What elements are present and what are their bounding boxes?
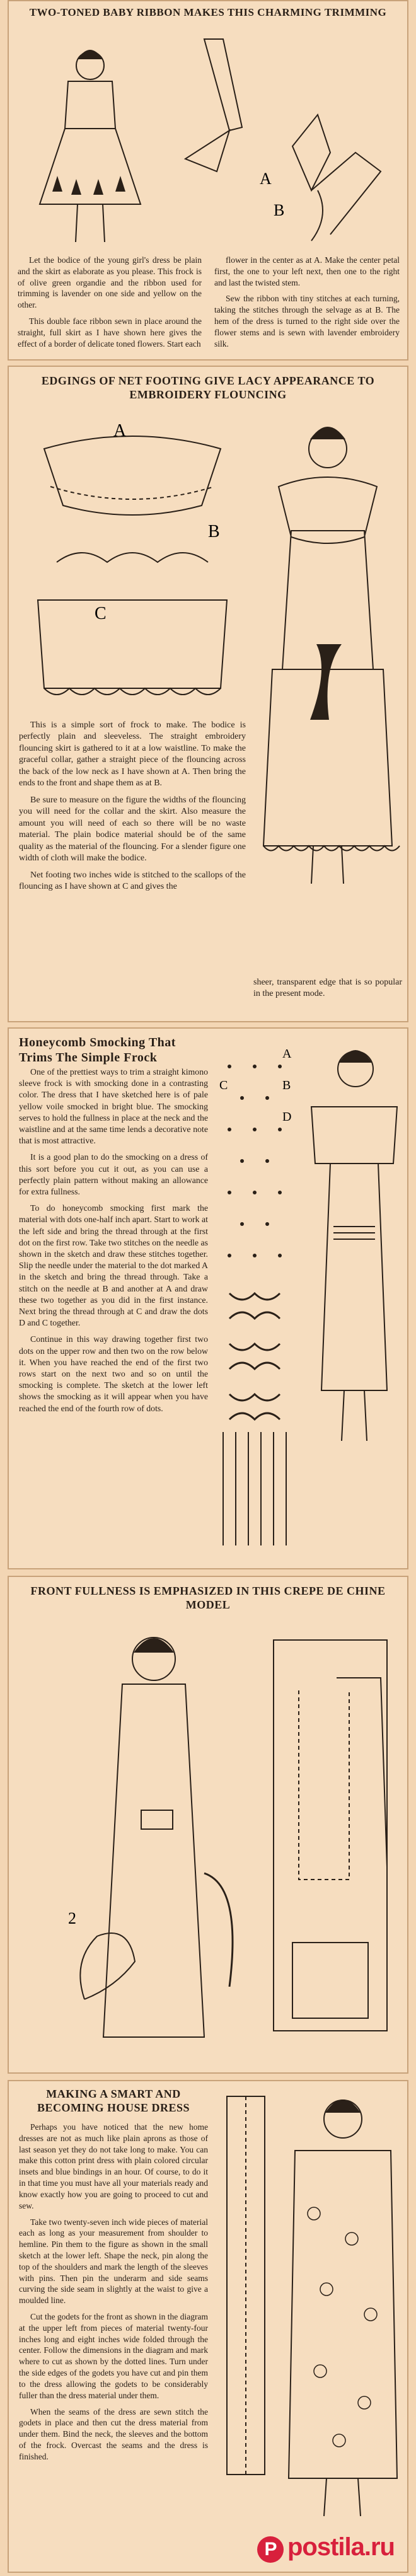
- section-title: FRONT FULLNESS IS EMPHASIZED IN THIS CREPE DE CHINE MODEL: [30, 1585, 386, 1611]
- paragraph: Net footing two inches wide is stitched to the scallops of the flouncing as I have shown at C and gives the: [19, 870, 246, 892]
- label-2: 2: [68, 1909, 76, 1927]
- section-ribbon-trimming: [8, 0, 408, 361]
- body-col-2: [214, 255, 400, 355]
- label-b: B: [274, 201, 285, 219]
- section-title: EDGINGS OF NET FOOTING GIVE LACY APPEARANCE TO EMBROIDERY FLOUNCING: [41, 374, 375, 401]
- godet-diagram: [214, 2090, 277, 2481]
- ribbon-flower-diagram: [166, 26, 403, 247]
- paragraph: Let the bodice of the young girl's dress be plain and the skirt as elaborate as you please. This frock is of olive green organdie and the ribbon used for trimming is lavender on one side and yellow on the other.: [18, 255, 202, 310]
- section-crepe-de-chine: [8, 1576, 408, 2074]
- paragraph: When the seams of the dress are sewn stitch the godets in place and then cut the dress material from under them. Bind the neck, the sleeves and the bottom of the frock. Overcast the seams and the dress is finished.: [19, 2406, 208, 2461]
- paragraph: Cut the godets for the front as shown in the diagram at the upper left from pieces of material twenty-four inches long and eight inches wide folded through the center. Follow the dimensions in the diagram and mark where to cut as shown by the dotted lines. Turn under the side edges of the godets you have cut and pin them to the dress allowing the godets to be considerably fuller than the dress material under them.: [19, 2312, 208, 2400]
- kimono-frock-illustration: [305, 1037, 403, 1567]
- paragraph: sheer, transparent edge that is so popular in the present mode.: [253, 978, 402, 999]
- paragraph: This is a simple sort of frock to make. The bodice is perfectly plain and sleeveless. The straight embroidery flouncing skirt is gathered to it at a low waistline. To make the graceful collar, gather a straight piece of the flouncing across the back of the low neck as I have shown at A. Then bring the ends to the front and shape them as at B.: [19, 720, 246, 788]
- paragraph: Be sure to measure on the figure the widths of the flouncing you will need for the collar and the skirt. Also measure the amount you will need of each so there will be no waste material. The plain bodice material should be of the same quality as the material of the flouncing. For a slender figure one width of cloth will make the bodice.: [19, 795, 246, 863]
- label-d: D: [282, 1110, 292, 1124]
- smocking-dot-grid: [217, 1041, 299, 1558]
- paragraph: Take two twenty-seven inch wide pieces of material each as long as your measurement from shoulder to hemline. Pin them to the figure as shown in the small sketch at the lower left. Shape the neck, pin along the top of the shoulders and mark the length of the sleeves with pins. Then pin the underarm and side seams curving the side seam in slightly at the waist to give a moulded line.: [19, 2217, 208, 2306]
- postila-logo[interactable]: [257, 2533, 395, 2563]
- label-b: B: [208, 522, 220, 541]
- paragraph: flower in the center as at A. Make the center petal first, the one to your left next, then one to the right and last the twisted stem.: [214, 255, 400, 287]
- section-net-footing: [8, 366, 408, 1022]
- crepe-dress-illustration: [59, 1621, 248, 2062]
- paragraph: Sew the ribbon with tiny stitches at each turning, taking the stitches through the selvage as at B. The hem of the dress is turned to the right side over the flower stems and is sewn with lavender embroidery silk.: [214, 294, 400, 349]
- body-col-2: [253, 977, 402, 1005]
- paragraph: To do honeycomb smocking first mark the material with dots one-half inch apart. Start to work at the left side and bring the thread through at the first dot on the first row. Take two stitches on the needle as shown in the sketch and draw these stitches together. Slip the needle under the material to the dot marked A in the sketch and bring the thread through. Take a stitch on the needle at B and another at A and draw these two together as you did in the first instance. Next bring the thread through at C and draw the dots D and C together.: [19, 1203, 208, 1328]
- dot-grid-icon: [228, 1065, 282, 1257]
- section-title: Honeycomb Smocking That Trims The Simple Frock: [19, 1036, 176, 1065]
- girl-dress-illustration: [18, 34, 156, 248]
- body-col-1: [19, 1066, 208, 1419]
- paragraph: One of the prettiest ways to trim a straight kimono sleeve frock is with smocking done in a contrasting color. The dress that I have sketched here is of pale yellow voile smocked in bright blue. The smocking serves to hold the fullness in place at the neck and the waistline and at the same time lends a decorative note that is most attractive.: [19, 1067, 208, 1146]
- label-c: C: [95, 604, 107, 623]
- body-col-1: [19, 720, 246, 898]
- house-dress-illustration: [282, 2088, 402, 2522]
- postila-logo-text: postila.ru: [287, 2533, 395, 2561]
- paragraph: It is a good plan to do the smocking on a dress of this sort before you cut it out, as you can use a perfectly plain pattern without making an allowance for extra fullness.: [19, 1152, 208, 1197]
- body-col-1: [18, 255, 202, 355]
- paragraph: Continue in this way drawing together first two dots on the upper row and then two on the row below it. When you have reached the end of the first two rows start on the next two and so on until the smocking is complete. The sketch at the lower left shows the smocking as it will appear when you have reached the end of the fourth row of dots.: [19, 1334, 208, 1413]
- pattern-pieces-diagram: [261, 1627, 402, 2062]
- paragraph: This double face ribbon sewn in place around the straight, full skirt as I have shown here gives the effect of a border of delicate toned flowers. Start each: [18, 316, 202, 349]
- paragraph: Perhaps you have noticed that the new home dresses are not as much like plain aprons as those of last season yet they do not take long to make. You can make this cotton print dress with plain colored circular insets and blue bindings in an hour. Of course, to do it in that time you must have all your materials ready and know exactly how you are going to proceed to cut and sew.: [19, 2122, 208, 2210]
- label-c: C: [219, 1078, 228, 1092]
- body-col-1: [19, 2122, 208, 2468]
- label-b: B: [282, 1078, 291, 1092]
- section-title: MAKING A SMART AND BECOMING HOUSE DRESS: [37, 2088, 190, 2114]
- postila-logo-mark-icon: P: [257, 2536, 284, 2563]
- woman-frock-illustration: [253, 405, 402, 890]
- section-title: TWO-TONED BABY RIBBON MAKES THIS CHARMING TRIMMING: [29, 6, 387, 18]
- label-a: A: [113, 421, 127, 441]
- section-honeycomb-smocking: [8, 1027, 408, 1569]
- label-a: A: [282, 1047, 292, 1061]
- section-house-dress: [8, 2080, 408, 2573]
- collar-flounce-diagram: [19, 411, 246, 713]
- label-a: A: [260, 170, 272, 188]
